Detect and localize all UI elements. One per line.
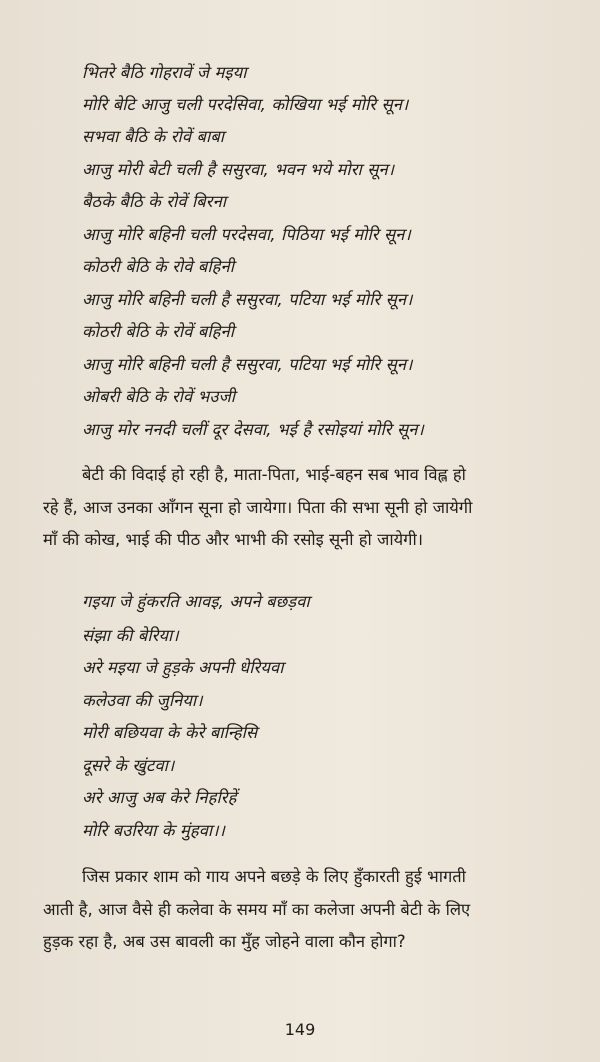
verse-line: दूसरे के खुंटवा। [82, 756, 175, 775]
verse-line: आजु मोरि बहिनी चली है ससुरवा, पटिया भई मोरि सून। [82, 290, 413, 309]
verse-line: गइया जे हुंकरति आवइ, अपने बछड़वा [82, 592, 310, 611]
verse-line: अरे मइया जे हुड़के अपनी धेरियवा [82, 658, 284, 677]
verse-line: आजु मोरि बहिनी चली परदेसवा, पिठिया भई मोरि सून। [82, 225, 411, 244]
paragraph-line: रहे हैं, आज उनका आँगन सूना हो जायेगा। पिता की सभा सूनी हो जायेगी [43, 498, 473, 517]
paragraph-line: हुड़क रहा है, अब उस बावली का मुँह जोहने वाला कौन होगा? [43, 932, 406, 951]
verse-line: बैठके बैठि के रोवें बिरना [82, 192, 227, 211]
verse-line: भितरे बैठि गोहरावें जे मइया [82, 63, 247, 82]
verse-line: संझा की बेरिया। [82, 626, 179, 645]
verse-line: मोरि बउरिया के मुंहवा।। [82, 821, 225, 840]
verse-line: मोरि बेटि आजु चली परदेसिवा, कोखिया भई मोरि सून। [82, 95, 409, 114]
verse-line: कोठरी बेठि के रोवे बहिनी [82, 257, 235, 276]
page-number: 149 [284, 1020, 316, 1039]
verse-line: अरे आजु अब केरे निहरिहें [82, 788, 237, 807]
verse-line: कोठरी बेठि के रोवें बहिनी [82, 322, 235, 341]
paragraph-line: आती है, आज वैसे ही कलेवा के समय माँ का कलेजा अपनी बेटी के लिए [43, 900, 471, 919]
verse-line: आजु मोर ननदी चलीं दूर देसवा, भई है रसोइयां मोरि सून। [82, 420, 424, 439]
verse-line: ओबरी बेठि के रोवें भउजी [82, 387, 236, 406]
paragraph-line: जिस प्रकार शाम को गाय अपने बछड़े के लिए हुँकारती हुई भागती [82, 867, 466, 886]
verse-line: आजु मोरी बेटी चली है ससुरवा, भवन भये मोरा सून। [82, 160, 395, 179]
verse-line: कलेउवा की जुनिया। [82, 691, 203, 710]
verse-line: आजु मोरि बहिनी चली है ससुरवा, पटिया भई मोरि सून। [82, 355, 413, 374]
verse-line: मोरी बछियवा के केरे बान्हिसि [82, 723, 258, 742]
paragraph-line: बेटी की विदाई हो रही है, माता-पिता, भाई-बहन सब भाव विह्ल हो [82, 465, 466, 484]
paragraph-line: माँ की कोख, भाई की पीठ और भाभी की रसोइ सूनी हो जायेगी। [43, 530, 423, 549]
verse-line: सभवा बैठि के रोवें बाबा [82, 127, 225, 146]
